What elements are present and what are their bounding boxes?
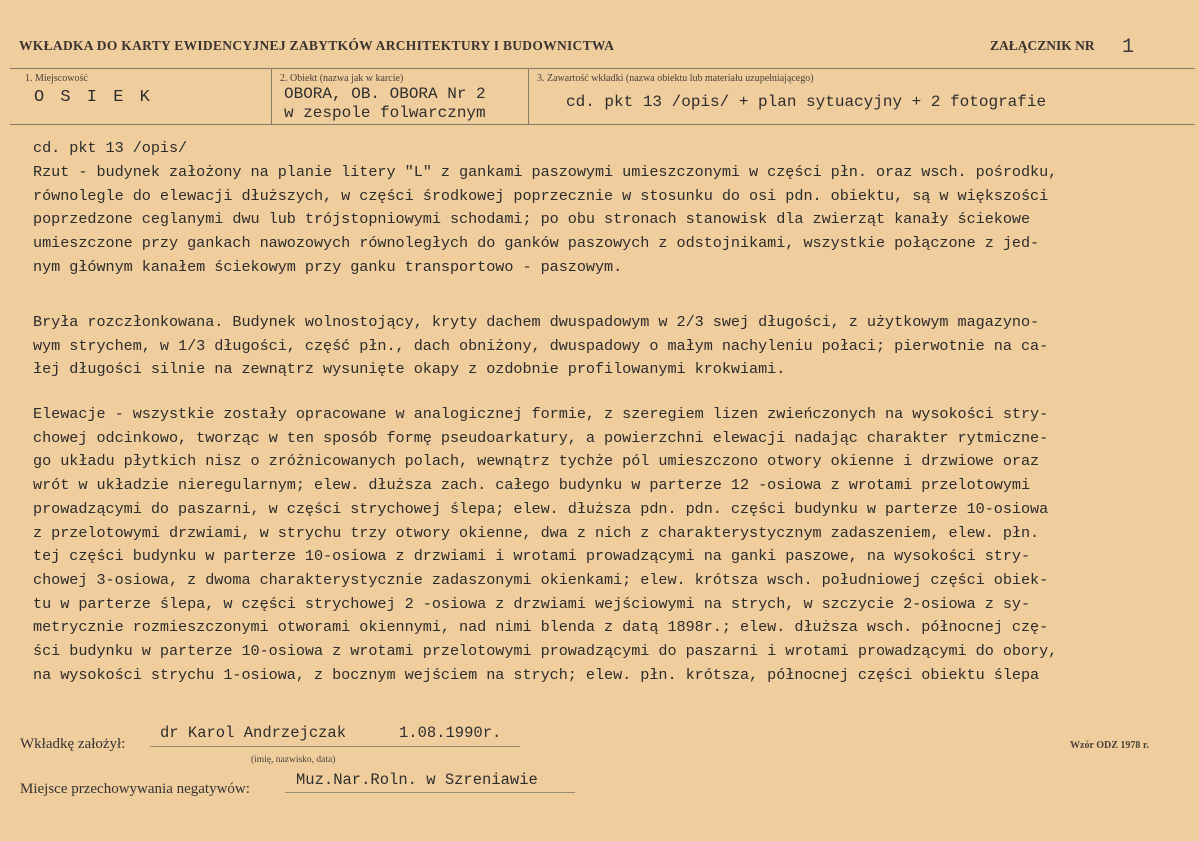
paragraph-layout-line: równolegle do elewacji dłuższych, w części środkowej poprzecznie w stosunku do osi pdn. obiektu, są w większości — [33, 186, 1049, 205]
body-heading-text: cd. pkt 13 /opis/ — [33, 139, 188, 157]
paragraph-massing-line: Bryła rozczłonkowana. Budynek wolnostojący, kryty dachem dwuspadowym w 2/3 swej długości, z użytkowym magazyno- — [33, 313, 1040, 331]
author-underline — [150, 746, 520, 747]
paragraph-elevations-line: ści budynku w parterze 10-osiowa z wrotami przelotowymi prowadzącymi do paszarni i wrotami prowadzącymi do obory, — [33, 642, 1058, 661]
paragraph-elevations-line: z przelotowymi drzwiami, w strychu trzy otwory okienne, dwa z nich z charakterystycznym zadaszeniem, elew. płn. — [33, 523, 1040, 542]
paragraph-layout-line: poprzedzone ceglanymi dwu lub trójstopniowymi schodami; po obu stronach stanowisk dla zwierząt kanały ściekowe — [33, 210, 1031, 229]
author-sub-label: (imię, nazwisko, data) — [251, 755, 336, 765]
fields-divider-2 — [528, 68, 529, 124]
fields-divider-1 — [271, 68, 272, 124]
paragraph-layout — [33, 161, 1193, 280]
author-label: Wkładkę założył: — [20, 736, 126, 752]
negatives-value: Muz.Nar.Roln. w Szreniawie — [296, 771, 538, 789]
paragraph-elevations-line: go układu płytkich nisz o zróżnicowanych polach, wewnątrz tychże pól umieszczono otwory okienne i drzwiowe oraz — [33, 452, 1040, 471]
paragraph-elevations-line: wrót w układzie nieregularnym; elew. dłuższa zach. całego budynku w parterze 12 -osiowa z wrotami przelotowymi — [33, 476, 1031, 495]
contents-value: cd. pkt 13 /opis/ + plan sytuacyjny + 2 fotografie — [566, 93, 1047, 111]
paragraph-elevations-line: chowej 3-osiowa, z dwoma charakterystycznie zadaszonymi okienkami; elew. krótsza wsch. południowej części obiek- — [33, 570, 1049, 589]
paragraph-elevations — [33, 403, 1193, 687]
paragraph-elevations-line: na wysokości strychu 1-osiowa, z bocznym wejściem na strych; elew. płn. krótsza, północnej części obiektu ślepa — [33, 665, 1040, 684]
paragraph-elevations-line: Elewacje - wszystkie zostały opracowane w analogicznej formie, z szeregiem lizen zwieńczonych na wysokości stry- — [33, 405, 1049, 423]
template-label: Wzór ODZ 1978 r. — [1070, 740, 1149, 751]
paragraph-elevations-line: tu w parterze ślepa, w części strychowej 2 -osiowa z drzwiami wejściowymi na strych, w szczycie 2-osiowa z sy- — [33, 594, 1031, 613]
object-value-line2: w zespole folwarcznym — [284, 104, 486, 122]
form-title: WKŁADKA DO KARTY EWIDENCYJNEJ ZABYTKÓW ARCHITEKTURY I BUDOWNICTWA — [19, 38, 615, 53]
author-value: dr Karol Andrzejczak — [160, 724, 347, 742]
annex-label: ZAŁĄCZNIK NR — [990, 38, 1095, 53]
locality-label: 1. Miejscowość — [25, 73, 88, 84]
body-heading — [33, 137, 1193, 161]
fields-top-rule — [10, 68, 1195, 69]
paragraph-elevations-line: chowej odcinkowo, tworząc w ten sposób formę pseudoarkatury, a powierzchni elewacji nadając charakter rytmiczne- — [33, 428, 1049, 447]
paragraph-elevations-line: prowadzącymi do paszarni, w części strychowej ślepa; elew. dłuższa pdn. pdn. części budynku w parterze 10-osiowa — [33, 499, 1049, 518]
object-value-line1: OBORA, OB. OBORA Nr 2 — [284, 85, 486, 103]
negatives-underline — [285, 792, 575, 793]
fields-bottom-rule — [10, 124, 1195, 125]
contents-label: 3. Zawartość wkładki (nazwa obiektu lub materiału uzupełniającego) — [537, 73, 814, 84]
paragraph-elevations-line: tej części budynku w parterze 10-osiowa z drzwiami i wrotami prowadzącymi na ganki paszowe, na wysokości stry- — [33, 547, 1031, 566]
paragraph-layout-line: nym głównym kanałem ściekowym przy ganku transportowo - paszowym. — [33, 257, 623, 276]
paragraph-layout-line: Rzut - budynek założony na planie litery "L" z gankami paszowymi umieszczonymi w części płn. oraz wsch. pośrodku, — [33, 163, 1058, 181]
paragraph-massing-line: wym strychem, w 1/3 długości, część płn., dach obniżony, dwuspadowy o małym nachyleniu połaci; pierwotnie na ca- — [33, 336, 1049, 355]
date-value: 1.08.1990r. — [399, 724, 502, 742]
negatives-label: Miejsce przechowywania negatywów: — [20, 781, 250, 797]
object-label: 2. Obiekt (nazwa jak w karcie) — [280, 73, 404, 84]
paragraph-elevations-line: metrycznie rozmieszczonymi otworami okiennymi, nad nimi blenda z datą 1898r.; elew. dłuższa wsch. północnej czę- — [33, 618, 1049, 637]
locality-value: O S I E K — [34, 88, 153, 107]
annex-number: 1 — [1122, 36, 1135, 59]
paragraph-massing-line: łej długości silnie na zewnątrz wysunięte okapy z ozdobnie profilowanymi krokwiami. — [33, 360, 786, 379]
paragraph-massing — [33, 311, 1193, 382]
paragraph-layout-line: umieszczone przy gankach nawozowych równoległych do ganków paszowych z odstojnikami, wszystkie połączone z jed- — [33, 234, 1040, 253]
